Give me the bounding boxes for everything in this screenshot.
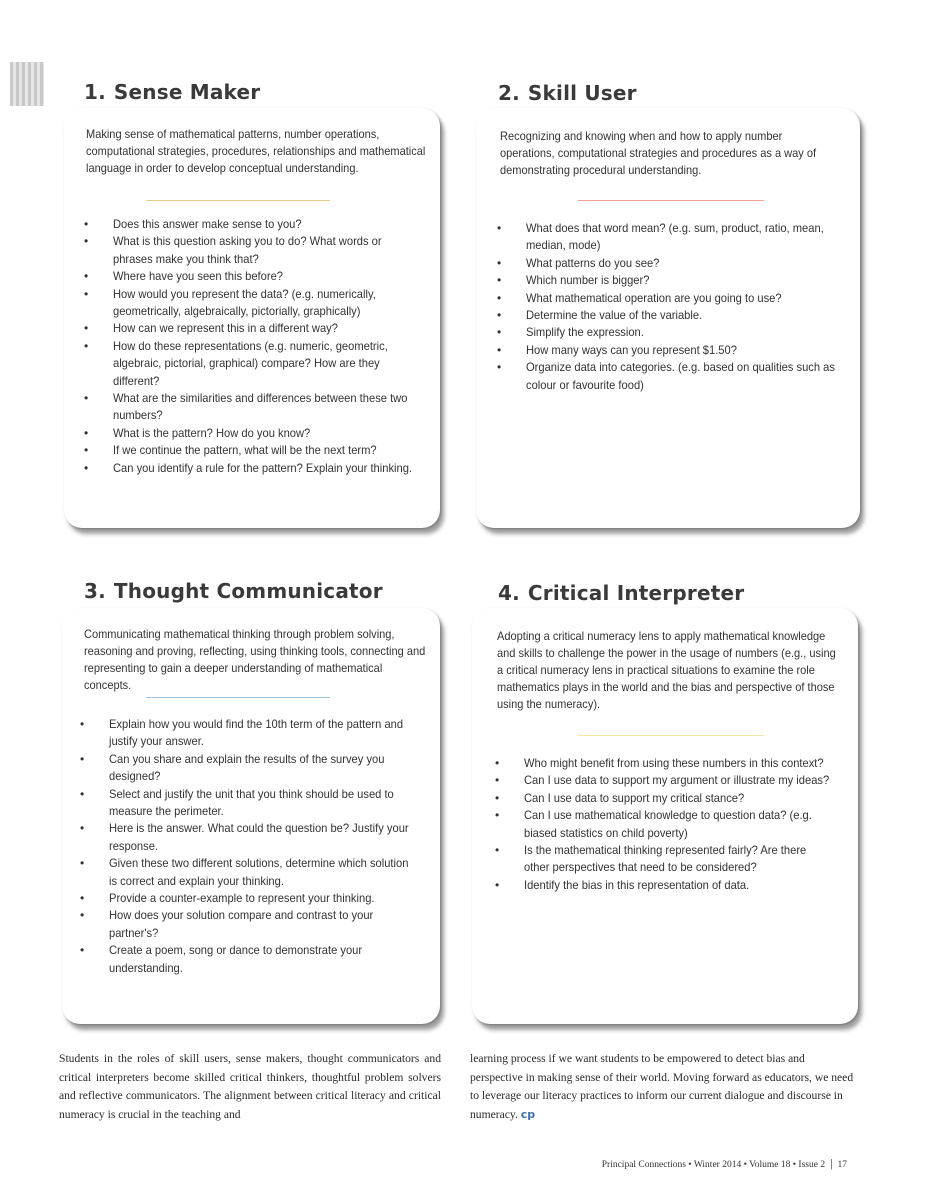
question-text: Create a poem, song or dance to demonstrate your understanding.: [109, 943, 363, 975]
question-text: What does that word mean? (e.g. sum, product, ratio, mean, median, mode): [526, 221, 824, 253]
question-text: Determine the value of the variable.: [526, 308, 703, 323]
card-3-title: [84, 579, 383, 603]
card-2-title-text: Skill User: [527, 81, 637, 105]
list-item: [497, 359, 842, 394]
bullet: •: [80, 856, 85, 871]
page-footer: [602, 1156, 847, 1171]
list-item: [497, 307, 842, 324]
bullet: •: [497, 273, 502, 288]
scan-artifact: [10, 62, 44, 106]
list-item: [80, 751, 412, 786]
body-paragraph-right-text: learning process if we want students to be empowered to detect bias and perspective in making sense of their world. Moving forward as educators, we need to leverage our literacy practices to inform our current dialogue and discourse in numeracy.: [470, 1052, 854, 1121]
question-text: Who might benefit from using these numbers in this context?: [524, 756, 824, 770]
bullet: •: [497, 255, 502, 270]
bullet: •: [84, 286, 89, 301]
list-item: [80, 942, 412, 977]
question-text: Is the mathematical thinking represented fairly? Are there other perspectives that need to be considered?: [524, 843, 807, 875]
bullet: •: [84, 443, 89, 458]
list-item: [497, 255, 842, 272]
list-item: [80, 855, 412, 890]
bullet: •: [495, 773, 500, 788]
question-text: Given these two different solutions, determine which solution is correct and explain your thinking.: [109, 856, 409, 888]
bullet: •: [497, 360, 502, 375]
list-item: [495, 772, 833, 789]
question-text: What is this question asking you to do? What words or phrases make you think that?: [113, 234, 382, 266]
question-text: Where have you seen this before?: [113, 269, 283, 284]
bullet: •: [495, 877, 500, 892]
card-3-description: Communicating mathematical thinking through problem solving, reasoning and proving, reflecting, using thinking tools, connecting and representing to gain a deeper understanding of mathematical concepts.: [84, 627, 426, 692]
question-text: Identify the bias in this representation of data.: [524, 877, 750, 892]
card-3-questions: [80, 716, 412, 977]
body-paragraph-right: [470, 1050, 858, 1124]
list-item: [497, 324, 842, 341]
question-text: Which number is bigger?: [526, 273, 650, 288]
card-4-title-text: Critical Interpreter: [527, 581, 745, 605]
question-text: Does this answer make sense to you?: [113, 217, 302, 231]
card-2-questions: [497, 220, 842, 394]
question-text: Simplify the expression.: [526, 325, 644, 340]
list-item: [84, 460, 419, 477]
bullet: •: [84, 460, 89, 475]
bullet: •: [84, 338, 89, 353]
bullet: •: [497, 290, 502, 305]
question-text: What mathematical operation are you going to use?: [526, 290, 782, 305]
card-1-divider: [146, 200, 330, 201]
list-item: [84, 216, 419, 233]
bullet: •: [84, 425, 89, 440]
card-4-title: [498, 581, 744, 605]
list-item: [84, 390, 419, 425]
list-item: [495, 842, 833, 877]
card-3-number: 3.: [84, 579, 106, 603]
question-text: Here is the answer. What could the question be? Justify your response.: [109, 821, 409, 853]
question-text: How do these representations (e.g. numeric, geometric, algebraic, pictorial, graphical) compare? How are they different?: [113, 338, 388, 388]
card-4-description: Adopting a critical numeracy lens to apply mathematical knowledge and skills to challenge the power in the usage of numbers (e.g., using a critical numeracy lens in practical situations to examine the role mathematics plays in the world and the bias and perspective of those using the numeracy).: [497, 629, 836, 711]
footer-separator: |: [830, 1156, 833, 1170]
card-3-title-text: Thought Communicator: [113, 579, 383, 603]
bullet: •: [497, 308, 502, 323]
card-1-title: [84, 80, 260, 104]
card-2-divider: [578, 200, 764, 201]
bullet: •: [80, 786, 85, 801]
list-item: [495, 807, 833, 842]
list-item: [80, 820, 412, 855]
question-text: How does your solution compare and contrast to your partner's?: [109, 908, 374, 940]
question-text: Can you identify a rule for the pattern? Explain your thinking.: [113, 460, 413, 475]
bullet: •: [84, 321, 89, 336]
bullet: •: [84, 269, 89, 284]
bullet: •: [80, 751, 85, 766]
question-text: Explain how you would find the 10th term of the pattern and justify your answer.: [109, 717, 404, 749]
bullet: •: [84, 234, 89, 249]
list-item: [84, 442, 419, 459]
body-paragraph-left: Students in the roles of skill users, sense makers, thought communicators and critical interpreters become skilled critical thinkers, thoughtful problem solvers and reflective communicators. The alignment between critical literacy and critical numeracy is crucial in the teaching and: [59, 1052, 441, 1121]
question-text: How would you represent the data? (e.g. numerically, geometrically, algebraically, pictorially, graphically): [113, 286, 376, 319]
card-4-divider: [578, 735, 764, 736]
list-item: [497, 290, 842, 307]
bullet: •: [495, 790, 500, 805]
bullet: •: [495, 843, 500, 858]
list-item: [80, 907, 412, 942]
card-4-number: 4.: [498, 581, 520, 605]
bullet: •: [497, 221, 502, 235]
page-number: 17: [837, 1160, 847, 1170]
list-item: [80, 716, 412, 751]
question-text: What patterns do you see?: [526, 255, 660, 270]
list-item: [495, 755, 833, 772]
card-2-title: [498, 81, 637, 105]
list-item: [80, 890, 412, 907]
card-3-divider: [146, 697, 330, 698]
card-1-description: Making sense of mathematical patterns, number operations, computational strategies, procedures, relationships and mathematical language in order to develop conceptual understanding.: [86, 127, 426, 175]
bullet: •: [80, 821, 85, 836]
bullet: •: [84, 217, 89, 231]
list-item: [84, 425, 419, 442]
card-1-number: 1.: [84, 80, 106, 104]
list-item: [84, 233, 419, 268]
bullet: •: [497, 342, 502, 357]
question-text: What are the similarities and differences between these two numbers?: [113, 391, 408, 423]
list-item: [84, 286, 419, 321]
bullet: •: [495, 808, 500, 823]
bullet: •: [80, 943, 85, 958]
question-text: Can you share and explain the results of the survey you designed?: [109, 751, 385, 784]
bullet: •: [80, 908, 85, 923]
question-text: Can I use data to support my critical stance?: [524, 790, 745, 805]
list-item: [84, 320, 419, 337]
end-mark-icon: cp: [520, 1107, 536, 1121]
card-1-questions: [84, 216, 419, 477]
question-text: If we continue the pattern, what will be the next term?: [113, 443, 377, 458]
question-text: Can I use mathematical knowledge to question data? (e.g. biased statistics on child poverty): [524, 808, 812, 840]
question-text: Select and justify the unit that you think should be used to measure the perimeter.: [109, 786, 394, 819]
list-item: [497, 272, 842, 289]
list-item: [84, 268, 419, 285]
question-text: Provide a counter-example to represent your thinking.: [109, 891, 375, 906]
list-item: [497, 220, 842, 255]
bullet: •: [80, 717, 85, 731]
bullet: •: [84, 391, 89, 406]
card-1-title-text: Sense Maker: [113, 80, 261, 104]
question-text: Can I use data to support my argument or illustrate my ideas?: [524, 773, 830, 788]
question-text: What is the pattern? How do you know?: [113, 425, 311, 440]
card-2-description: Recognizing and knowing when and how to apply number operations, computational strategies and procedures as a way of demonstrating procedural understanding.: [500, 129, 817, 177]
list-item: [80, 786, 412, 821]
question-text: Organize data into categories. (e.g. based on qualities such as colour or favourite food): [526, 360, 835, 392]
question-text: How can we represent this in a different way?: [113, 321, 338, 336]
list-item: [497, 342, 842, 359]
question-text: How many ways can you represent $1.50?: [526, 342, 737, 357]
bullet: •: [497, 325, 502, 340]
footer-publication: Principal Connections • Winter 2014 • Volume 18 • Issue 2: [601, 1160, 826, 1170]
list-item: [84, 338, 419, 390]
list-item: [495, 790, 833, 807]
card-4-questions: [495, 755, 833, 894]
bullet: •: [80, 891, 85, 906]
card-2-number: 2.: [498, 81, 520, 105]
list-item: [495, 877, 833, 894]
bullet: •: [495, 756, 500, 770]
